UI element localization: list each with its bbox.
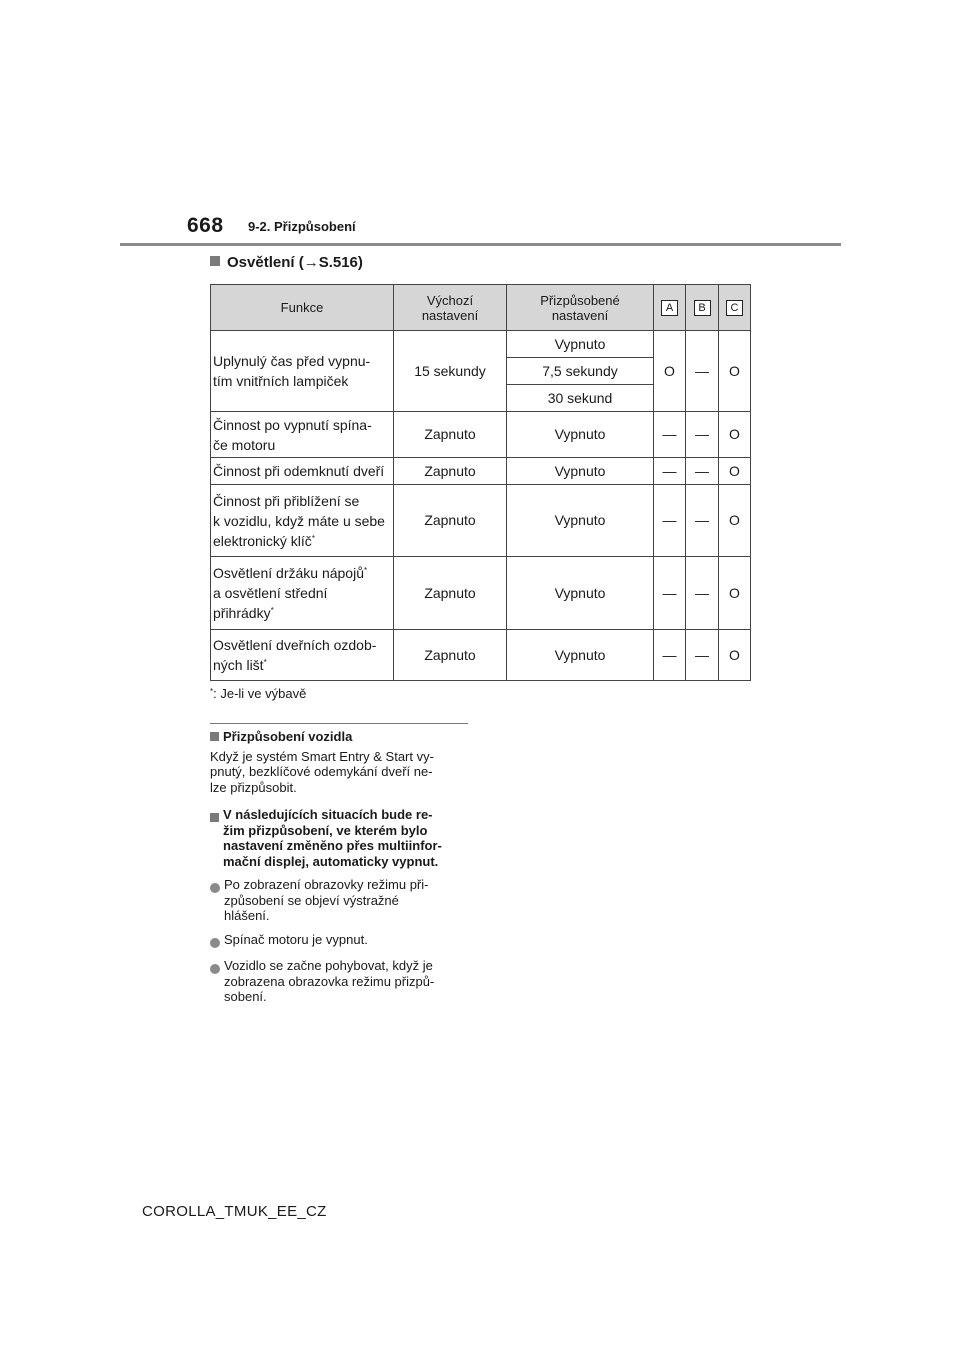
bullet-dot-icon [210, 964, 220, 974]
table-footnote: *: Je-li ve výbavě [210, 686, 307, 701]
cell-default: Zapnuto [394, 485, 507, 557]
cell-custom: 7,5 sekundy [507, 358, 654, 385]
cell-default: Zapnuto [394, 557, 507, 630]
doc-code: COROLLA_TMUK_EE_CZ [142, 1203, 327, 1220]
cell-default: 15 sekundy [394, 331, 507, 412]
cell-a: — [654, 557, 686, 630]
cell-function: Činnost při přiblížení se k vozidlu, když máte u sebe elektronický klíč* [211, 485, 394, 557]
cell-default: Zapnuto [394, 630, 507, 681]
cell-default: Zapnuto [394, 412, 507, 458]
section-label: 9-2. Přizpůsobení [248, 219, 356, 234]
cell-b: — [686, 557, 719, 630]
cell-a: — [654, 412, 686, 458]
arrow-right-icon: → [303, 254, 319, 271]
square-bullet-icon [210, 732, 219, 741]
header-function: Funkce [211, 285, 394, 331]
header-c: C [719, 285, 751, 331]
cell-c: O [719, 630, 751, 681]
cell-b: — [686, 458, 719, 485]
footnote-marker: * [311, 533, 315, 543]
square-bullet-icon [210, 256, 220, 266]
header-custom: Přizpůsobené nastavení [507, 285, 654, 331]
note-customization: Přizpůsobení vozidla Když je systém Smart Entry & Start vy- pnutý, bezklíčové odemykání dveří ne- lze přizpůsobit. [210, 729, 434, 795]
cell-function: Činnost po vypnutí spína- če motoru [211, 412, 394, 458]
cell-c: O [719, 557, 751, 630]
cell-custom: 30 sekund [507, 385, 654, 412]
cell-custom: Vypnuto [507, 485, 654, 557]
list-item: Vozidlo se začne pohybovat, když je zobrazena obrazovka režimu přizpů- sobení. [210, 958, 475, 1005]
list-item: Po zobrazení obrazovky režimu při- způsobení se objeví výstražné hlášení. [210, 877, 475, 924]
settings-table [210, 284, 751, 681]
cell-function: Uplynulý čas před vypnu- tím vnitřních lampiček [211, 331, 394, 412]
list-item: Spínač motoru je vypnut. [210, 932, 475, 951]
cell-c: O [719, 458, 751, 485]
cell-c: O [719, 485, 751, 557]
footnote-marker: * [363, 566, 368, 575]
table-title: Osvětlení (→S.516) [210, 254, 363, 271]
footnote-marker: * [270, 606, 274, 615]
cell-c: O [719, 331, 751, 412]
table-header-row [211, 285, 751, 331]
cell-a: — [654, 485, 686, 557]
note-divider [210, 723, 468, 724]
header-a: A [654, 285, 686, 331]
table-row [211, 458, 751, 485]
table-row [211, 331, 751, 358]
cell-c: O [719, 412, 751, 458]
page-number: 668 [187, 214, 224, 237]
cell-custom: Vypnuto [507, 412, 654, 458]
table-row [211, 412, 751, 458]
cell-b: — [686, 630, 719, 681]
cell-a: O [654, 331, 686, 412]
cell-a: — [654, 630, 686, 681]
cell-a: — [654, 458, 686, 485]
header-rule [120, 243, 841, 246]
table-row [211, 630, 751, 681]
cell-b: — [686, 331, 719, 412]
cell-function: Osvětlení držáku nápojů* a osvětlení střední přihrádky* [211, 557, 394, 630]
cell-custom: Vypnuto [507, 557, 654, 630]
cell-b: — [686, 485, 719, 557]
note-title: Přizpůsobení vozidla [223, 729, 353, 744]
header-b: B [686, 285, 719, 331]
table-row [211, 557, 751, 630]
bullet-dot-icon [210, 938, 220, 948]
bullet-dot-icon [210, 883, 220, 893]
table-row [211, 485, 751, 557]
note-auto-off: V následujících situacích bude re- žim přizpůsobení, ve kterém bylo nastavení změněno přes multiinfor- mační displej, automaticky vypnut. Po zobrazení obrazovky režimu při- způsobení se objeví výstražné hlášení. Spínač motoru je vypnut. Vozidlo se začne pohybovat, když je zobrazena obrazovka režimu přizpů- sobení. [210, 807, 475, 1005]
footnote-marker: * [263, 658, 267, 667]
cell-default: Zapnuto [394, 458, 507, 485]
cell-b: — [686, 412, 719, 458]
cell-custom: Vypnuto [507, 630, 654, 681]
cell-function: Činnost při odemknutí dveří [211, 458, 394, 485]
cell-custom: Vypnuto [507, 458, 654, 485]
cell-function: Osvětlení dveřních ozdob- ných lišt* [211, 630, 394, 681]
header-default: Výchozí nastavení [394, 285, 507, 331]
square-bullet-icon [210, 813, 219, 822]
cell-custom: Vypnuto [507, 331, 654, 358]
